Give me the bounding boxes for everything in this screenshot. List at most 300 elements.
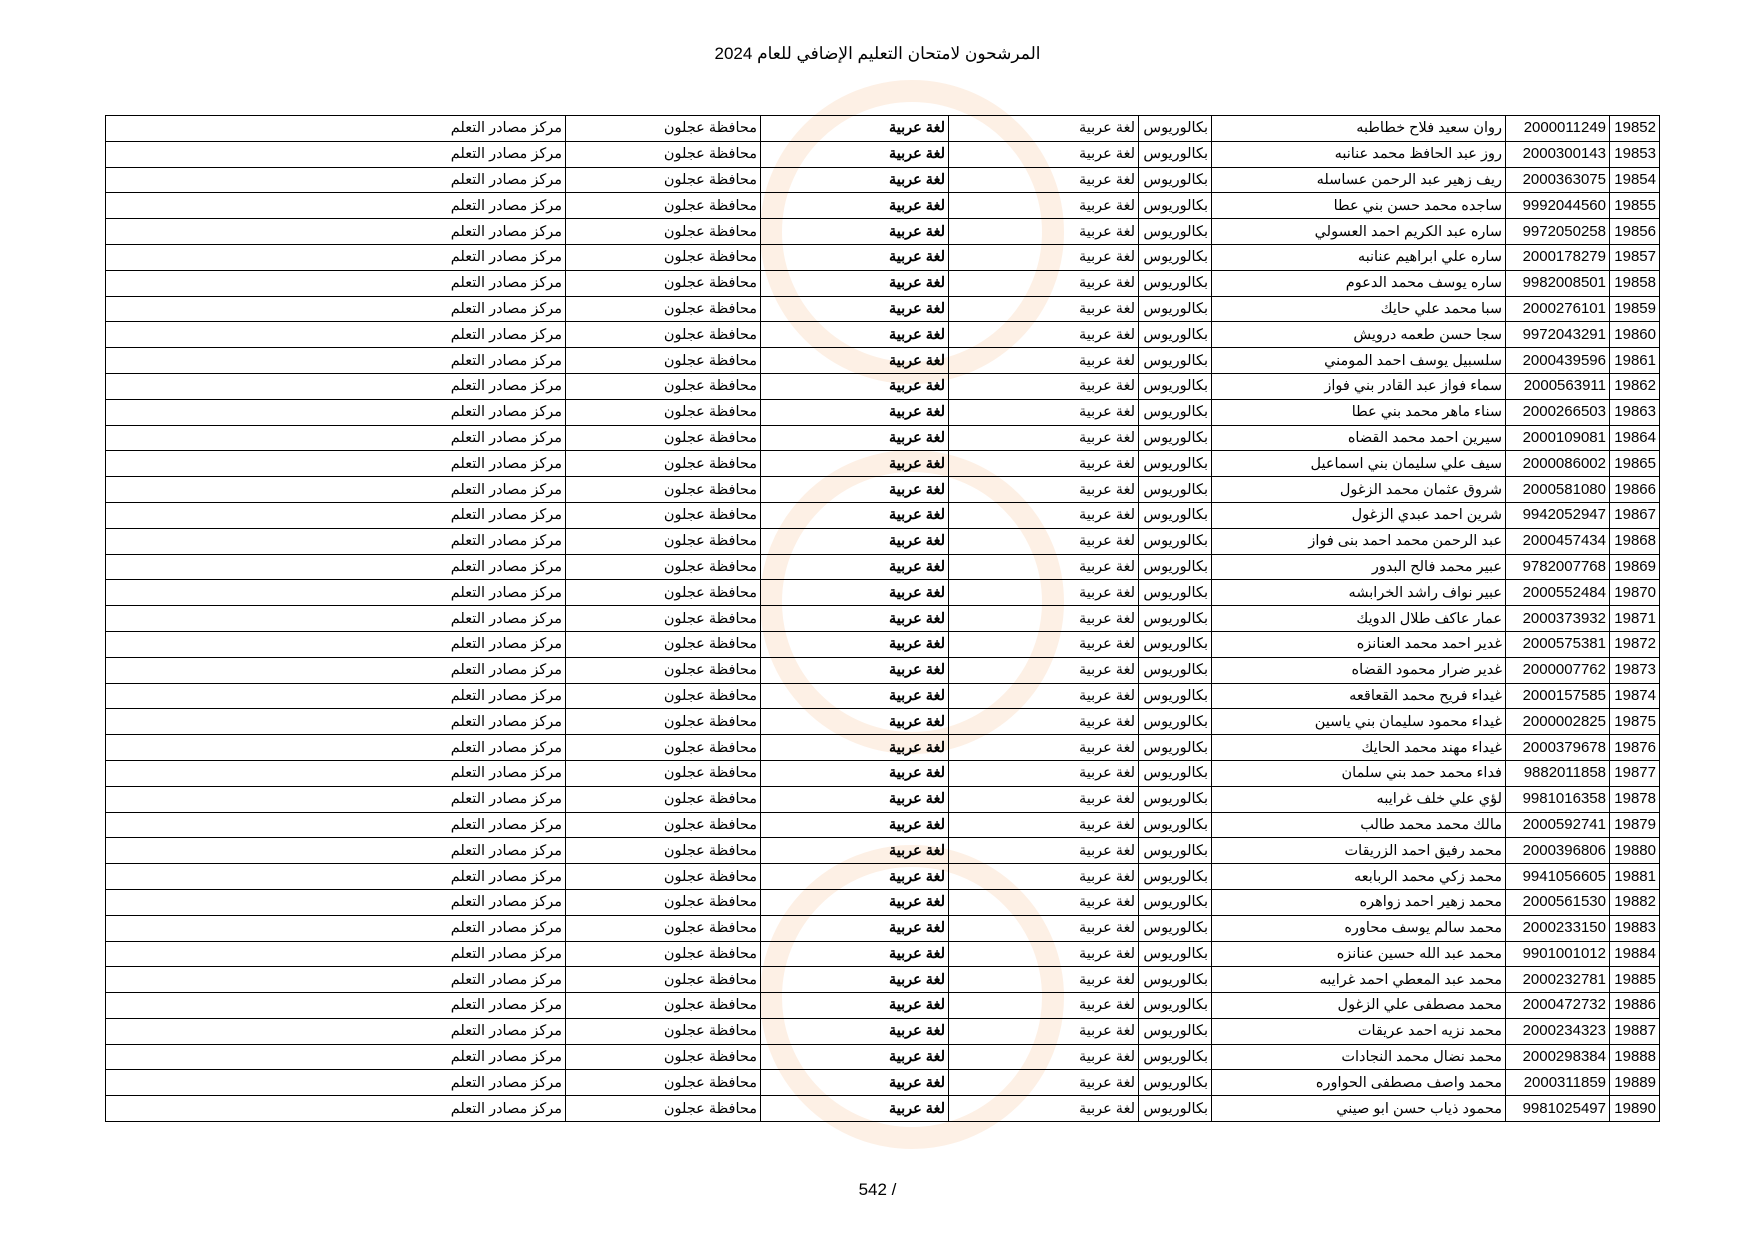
seq-cell: 19854 [1610,167,1660,193]
seq-cell: 19876 [1610,735,1660,761]
subject-cell: لغة عربية [761,657,949,683]
seq-cell: 19861 [1610,348,1660,374]
degree-cell: بكالوريوس [1139,296,1212,322]
name-cell: ساره يوسف محمد الدعوم [1212,270,1506,296]
name-cell: سيرين احمد محمد القضاه [1212,425,1506,451]
seq-cell: 19870 [1610,580,1660,606]
name-cell: لؤي علي خلف غرايبه [1212,786,1506,812]
name-cell: سناء ماهر محمد بني عطا [1212,399,1506,425]
table-row [106,451,1660,477]
subject-cell: لغة عربية [761,348,949,374]
center-cell: مركز مصادر التعلم [106,631,566,657]
table-row [106,141,1660,167]
governorate-cell: محافظة عجلون [566,296,761,322]
subject-cell: لغة عربية [761,425,949,451]
id-cell: 9972043291 [1506,322,1610,348]
table-row [106,580,1660,606]
table-row [106,735,1660,761]
subject-cell: لغة عربية [761,116,949,142]
center-cell: مركز مصادر التعلم [106,219,566,245]
id-cell: 2000109081 [1506,425,1610,451]
seq-cell: 19882 [1610,889,1660,915]
governorate-cell: محافظة عجلون [566,477,761,503]
subject-cell: لغة عربية [761,554,949,580]
subject-cell: لغة عربية [761,941,949,967]
name-cell: محمد عبد المعطي احمد غرايبه [1212,967,1506,993]
subject-cell: لغة عربية [761,244,949,270]
governorate-cell: محافظة عجلون [566,1070,761,1096]
governorate-cell: محافظة عجلون [566,116,761,142]
degree-cell: بكالوريوس [1139,373,1212,399]
subject-cell: لغة عربية [761,1096,949,1122]
seq-cell: 19869 [1610,554,1660,580]
name-cell: محمد زهير احمد زواهره [1212,889,1506,915]
name-cell: محمد نضال محمد النجادات [1212,1044,1506,1070]
seq-cell: 19864 [1610,425,1660,451]
degree-cell: بكالوريوس [1139,554,1212,580]
subject-cell: لغة عربية [761,477,949,503]
center-cell: مركز مصادر التعلم [106,244,566,270]
governorate-cell: محافظة عجلون [566,812,761,838]
name-cell: ريف زهير عبد الرحمن عساسله [1212,167,1506,193]
degree-cell: بكالوريوس [1139,941,1212,967]
center-cell: مركز مصادر التعلم [106,193,566,219]
center-cell: مركز مصادر التعلم [106,993,566,1019]
id-cell: 2000581080 [1506,477,1610,503]
specialization-cell: لغة عربية [949,348,1139,374]
specialization-cell: لغة عربية [949,373,1139,399]
seq-cell: 19862 [1610,373,1660,399]
subject-cell: لغة عربية [761,167,949,193]
governorate-cell: محافظة عجلون [566,967,761,993]
name-cell: مالك محمد محمد طالب [1212,812,1506,838]
seq-cell: 19881 [1610,864,1660,890]
table-row [106,838,1660,864]
seq-cell: 19875 [1610,709,1660,735]
seq-cell: 19852 [1610,116,1660,142]
table-row [106,786,1660,812]
specialization-cell: لغة عربية [949,915,1139,941]
table-row [106,1018,1660,1044]
specialization-cell: لغة عربية [949,735,1139,761]
name-cell: شروق عثمان محمد الزغول [1212,477,1506,503]
governorate-cell: محافظة عجلون [566,864,761,890]
degree-cell: بكالوريوس [1139,1070,1212,1096]
id-cell: 2000575381 [1506,631,1610,657]
specialization-cell: لغة عربية [949,322,1139,348]
subject-cell: لغة عربية [761,322,949,348]
degree-cell: بكالوريوس [1139,889,1212,915]
id-cell: 2000379678 [1506,735,1610,761]
id-cell: 9901001012 [1506,941,1610,967]
governorate-cell: محافظة عجلون [566,502,761,528]
table-row [106,193,1660,219]
degree-cell: بكالوريوس [1139,735,1212,761]
seq-cell: 19883 [1610,915,1660,941]
seq-cell: 19887 [1610,1018,1660,1044]
table-row [106,1044,1660,1070]
seq-cell: 19866 [1610,477,1660,503]
degree-cell: بكالوريوس [1139,425,1212,451]
specialization-cell: لغة عربية [949,709,1139,735]
table-row [106,425,1660,451]
specialization-cell: لغة عربية [949,477,1139,503]
specialization-cell: لغة عربية [949,1044,1139,1070]
center-cell: مركز مصادر التعلم [106,348,566,374]
seq-cell: 19878 [1610,786,1660,812]
seq-cell: 19889 [1610,1070,1660,1096]
governorate-cell: محافظة عجلون [566,709,761,735]
table-row [106,1096,1660,1122]
degree-cell: بكالوريوس [1139,1018,1212,1044]
subject-cell: لغة عربية [761,296,949,322]
center-cell: مركز مصادر التعلم [106,709,566,735]
center-cell: مركز مصادر التعلم [106,502,566,528]
subject-cell: لغة عربية [761,1018,949,1044]
candidates-table [105,115,1660,1122]
degree-cell: بكالوريوس [1139,864,1212,890]
seq-cell: 19857 [1610,244,1660,270]
subject-cell: لغة عربية [761,399,949,425]
table-row [106,373,1660,399]
governorate-cell: محافظة عجلون [566,244,761,270]
table-row [106,709,1660,735]
degree-cell: بكالوريوس [1139,451,1212,477]
governorate-cell: محافظة عجلون [566,1018,761,1044]
degree-cell: بكالوريوس [1139,502,1212,528]
seq-cell: 19853 [1610,141,1660,167]
subject-cell: لغة عربية [761,709,949,735]
degree-cell: بكالوريوس [1139,270,1212,296]
specialization-cell: لغة عربية [949,425,1139,451]
governorate-cell: محافظة عجلون [566,631,761,657]
degree-cell: بكالوريوس [1139,244,1212,270]
center-cell: مركز مصادر التعلم [106,606,566,632]
center-cell: مركز مصادر التعلم [106,657,566,683]
id-cell: 2000561530 [1506,889,1610,915]
id-cell: 2000007762 [1506,657,1610,683]
id-cell: 2000002825 [1506,709,1610,735]
specialization-cell: لغة عربية [949,270,1139,296]
center-cell: مركز مصادر التعلم [106,451,566,477]
name-cell: ساجده محمد حسن بني عطا [1212,193,1506,219]
seq-cell: 19888 [1610,1044,1660,1070]
subject-cell: لغة عربية [761,528,949,554]
id-cell: 2000234323 [1506,1018,1610,1044]
degree-cell: بكالوريوس [1139,1044,1212,1070]
degree-cell: بكالوريوس [1139,760,1212,786]
id-cell: 2000011249 [1506,116,1610,142]
center-cell: مركز مصادر التعلم [106,812,566,838]
id-cell: 9972050258 [1506,219,1610,245]
subject-cell: لغة عربية [761,193,949,219]
degree-cell: بكالوريوس [1139,322,1212,348]
id-cell: 9941056605 [1506,864,1610,890]
subject-cell: لغة عربية [761,1044,949,1070]
degree-cell: بكالوريوس [1139,1096,1212,1122]
degree-cell: بكالوريوس [1139,399,1212,425]
governorate-cell: محافظة عجلون [566,786,761,812]
id-cell: 9981025497 [1506,1096,1610,1122]
governorate-cell: محافظة عجلون [566,657,761,683]
governorate-cell: محافظة عجلون [566,219,761,245]
table-row [106,683,1660,709]
center-cell: مركز مصادر التعلم [106,167,566,193]
name-cell: روز عبد الحافظ محمد عنانبه [1212,141,1506,167]
id-cell: 2000373932 [1506,606,1610,632]
degree-cell: بكالوريوس [1139,812,1212,838]
degree-cell: بكالوريوس [1139,116,1212,142]
specialization-cell: لغة عربية [949,1018,1139,1044]
name-cell: عبير نواف راشد الخرابشه [1212,580,1506,606]
page-number: 542 / [858,1180,897,1199]
id-cell: 9982008501 [1506,270,1610,296]
seq-cell: 19874 [1610,683,1660,709]
governorate-cell: محافظة عجلون [566,580,761,606]
name-cell: عبد الرحمن محمد احمد بنى فواز [1212,528,1506,554]
center-cell: مركز مصادر التعلم [106,760,566,786]
id-cell: 2000300143 [1506,141,1610,167]
specialization-cell: لغة عربية [949,683,1139,709]
table-row [106,760,1660,786]
seq-cell: 19868 [1610,528,1660,554]
subject-cell: لغة عربية [761,141,949,167]
seq-cell: 19859 [1610,296,1660,322]
name-cell: غدير احمد محمد العنانزه [1212,631,1506,657]
name-cell: فداء محمد حمد بني سلمان [1212,760,1506,786]
id-cell: 2000439596 [1506,348,1610,374]
center-cell: مركز مصادر التعلم [106,399,566,425]
id-cell: 9782007768 [1506,554,1610,580]
subject-cell: لغة عربية [761,838,949,864]
name-cell: محمد مصطفى علي الزغول [1212,993,1506,1019]
name-cell: سبا محمد علي حايك [1212,296,1506,322]
specialization-cell: لغة عربية [949,864,1139,890]
center-cell: مركز مصادر التعلم [106,373,566,399]
name-cell: محمد زكي محمد الربابعه [1212,864,1506,890]
center-cell: مركز مصادر التعلم [106,1018,566,1044]
subject-cell: لغة عربية [761,786,949,812]
governorate-cell: محافظة عجلون [566,838,761,864]
table-row [106,993,1660,1019]
table-row [106,812,1660,838]
governorate-cell: محافظة عجلون [566,528,761,554]
center-cell: مركز مصادر التعلم [106,1044,566,1070]
center-cell: مركز مصادر التعلم [106,786,566,812]
subject-cell: لغة عربية [761,967,949,993]
seq-cell: 19884 [1610,941,1660,967]
center-cell: مركز مصادر التعلم [106,838,566,864]
degree-cell: بكالوريوس [1139,786,1212,812]
id-cell: 2000396806 [1506,838,1610,864]
specialization-cell: لغة عربية [949,219,1139,245]
specialization-cell: لغة عربية [949,193,1139,219]
table-row [106,1070,1660,1096]
specialization-cell: لغة عربية [949,657,1139,683]
name-cell: روان سعيد فلاح خطاطبه [1212,116,1506,142]
center-cell: مركز مصادر التعلم [106,967,566,993]
name-cell: ساره علي ابراهيم عنانبه [1212,244,1506,270]
governorate-cell: محافظة عجلون [566,606,761,632]
subject-cell: لغة عربية [761,915,949,941]
center-cell: مركز مصادر التعلم [106,116,566,142]
center-cell: مركز مصادر التعلم [106,889,566,915]
subject-cell: لغة عربية [761,864,949,890]
table-row [106,915,1660,941]
table-row [106,967,1660,993]
governorate-cell: محافظة عجلون [566,141,761,167]
table-row [106,116,1660,142]
name-cell: محمود ذياب حسن ابو صيني [1212,1096,1506,1122]
specialization-cell: لغة عربية [949,812,1139,838]
table-row [106,631,1660,657]
id-cell: 9942052947 [1506,502,1610,528]
degree-cell: بكالوريوس [1139,606,1212,632]
center-cell: مركز مصادر التعلم [106,864,566,890]
specialization-cell: لغة عربية [949,244,1139,270]
specialization-cell: لغة عربية [949,838,1139,864]
table-row [106,864,1660,890]
name-cell: محمد عبد الله حسين عنانزه [1212,941,1506,967]
page-title: المرشحون لامتحان التعليم الإضافي للعام 2024 [714,44,1041,63]
table-row [106,322,1660,348]
specialization-cell: لغة عربية [949,889,1139,915]
name-cell: عمار عاكف طلال الدويك [1212,606,1506,632]
specialization-cell: لغة عربية [949,941,1139,967]
id-cell: 2000298384 [1506,1044,1610,1070]
id-cell: 2000266503 [1506,399,1610,425]
id-cell: 9992044560 [1506,193,1610,219]
subject-cell: لغة عربية [761,270,949,296]
subject-cell: لغة عربية [761,812,949,838]
specialization-cell: لغة عربية [949,631,1139,657]
table-row [106,889,1660,915]
name-cell: غيداء محمود سليمان بني ياسين [1212,709,1506,735]
subject-cell: لغة عربية [761,373,949,399]
id-cell: 2000232781 [1506,967,1610,993]
seq-cell: 19879 [1610,812,1660,838]
subject-cell: لغة عربية [761,451,949,477]
table-row [106,941,1660,967]
degree-cell: بكالوريوس [1139,141,1212,167]
name-cell: شرين احمد عبدي الزغول [1212,502,1506,528]
id-cell: 9882011858 [1506,760,1610,786]
governorate-cell: محافظة عجلون [566,451,761,477]
degree-cell: بكالوريوس [1139,631,1212,657]
specialization-cell: لغة عربية [949,786,1139,812]
center-cell: مركز مصادر التعلم [106,915,566,941]
table-row [106,296,1660,322]
name-cell: غيداء فريح محمد القعاقعه [1212,683,1506,709]
id-cell: 2000233150 [1506,915,1610,941]
center-cell: مركز مصادر التعلم [106,270,566,296]
specialization-cell: لغة عربية [949,967,1139,993]
id-cell: 2000552484 [1506,580,1610,606]
center-cell: مركز مصادر التعلم [106,735,566,761]
table-row [106,528,1660,554]
id-cell: 2000363075 [1506,167,1610,193]
center-cell: مركز مصادر التعلم [106,477,566,503]
governorate-cell: محافظة عجلون [566,993,761,1019]
governorate-cell: محافظة عجلون [566,425,761,451]
governorate-cell: محافظة عجلون [566,915,761,941]
degree-cell: بكالوريوس [1139,477,1212,503]
subject-cell: لغة عربية [761,993,949,1019]
specialization-cell: لغة عربية [949,1096,1139,1122]
id-cell: 2000276101 [1506,296,1610,322]
subject-cell: لغة عربية [761,760,949,786]
center-cell: مركز مصادر التعلم [106,425,566,451]
governorate-cell: محافظة عجلون [566,554,761,580]
seq-cell: 19867 [1610,502,1660,528]
subject-cell: لغة عربية [761,735,949,761]
degree-cell: بكالوريوس [1139,993,1212,1019]
governorate-cell: محافظة عجلون [566,683,761,709]
specialization-cell: لغة عربية [949,580,1139,606]
table-row [106,348,1660,374]
name-cell: ساره عبد الكريم احمد العسولي [1212,219,1506,245]
governorate-cell: محافظة عجلون [566,322,761,348]
subject-cell: لغة عربية [761,1070,949,1096]
degree-cell: بكالوريوس [1139,219,1212,245]
specialization-cell: لغة عربية [949,167,1139,193]
table-row [106,270,1660,296]
table-row [106,657,1660,683]
governorate-cell: محافظة عجلون [566,373,761,399]
name-cell: غيداء مهند محمد الحايك [1212,735,1506,761]
governorate-cell: محافظة عجلون [566,270,761,296]
governorate-cell: محافظة عجلون [566,735,761,761]
governorate-cell: محافظة عجلون [566,760,761,786]
subject-cell: لغة عربية [761,580,949,606]
id-cell: 2000178279 [1506,244,1610,270]
seq-cell: 19865 [1610,451,1660,477]
seq-cell: 19863 [1610,399,1660,425]
seq-cell: 19860 [1610,322,1660,348]
center-cell: مركز مصادر التعلم [106,580,566,606]
subject-cell: لغة عربية [761,683,949,709]
governorate-cell: محافظة عجلون [566,399,761,425]
seq-cell: 19890 [1610,1096,1660,1122]
specialization-cell: لغة عربية [949,502,1139,528]
table-row [106,502,1660,528]
governorate-cell: محافظة عجلون [566,889,761,915]
seq-cell: 19885 [1610,967,1660,993]
degree-cell: بكالوريوس [1139,838,1212,864]
degree-cell: بكالوريوس [1139,193,1212,219]
center-cell: مركز مصادر التعلم [106,1096,566,1122]
degree-cell: بكالوريوس [1139,709,1212,735]
id-cell: 2000157585 [1506,683,1610,709]
specialization-cell: لغة عربية [949,296,1139,322]
name-cell: سلسبيل يوسف احمد المومني [1212,348,1506,374]
table-row [106,244,1660,270]
governorate-cell: محافظة عجلون [566,348,761,374]
specialization-cell: لغة عربية [949,606,1139,632]
id-cell: 9981016358 [1506,786,1610,812]
seq-cell: 19877 [1610,760,1660,786]
subject-cell: لغة عربية [761,219,949,245]
specialization-cell: لغة عربية [949,141,1139,167]
name-cell: غدير ضرار محمود القضاه [1212,657,1506,683]
degree-cell: بكالوريوس [1139,528,1212,554]
table-row [106,219,1660,245]
id-cell: 2000086002 [1506,451,1610,477]
name-cell: محمد رفيق احمد الزريقات [1212,838,1506,864]
specialization-cell: لغة عربية [949,554,1139,580]
seq-cell: 19858 [1610,270,1660,296]
center-cell: مركز مصادر التعلم [106,528,566,554]
